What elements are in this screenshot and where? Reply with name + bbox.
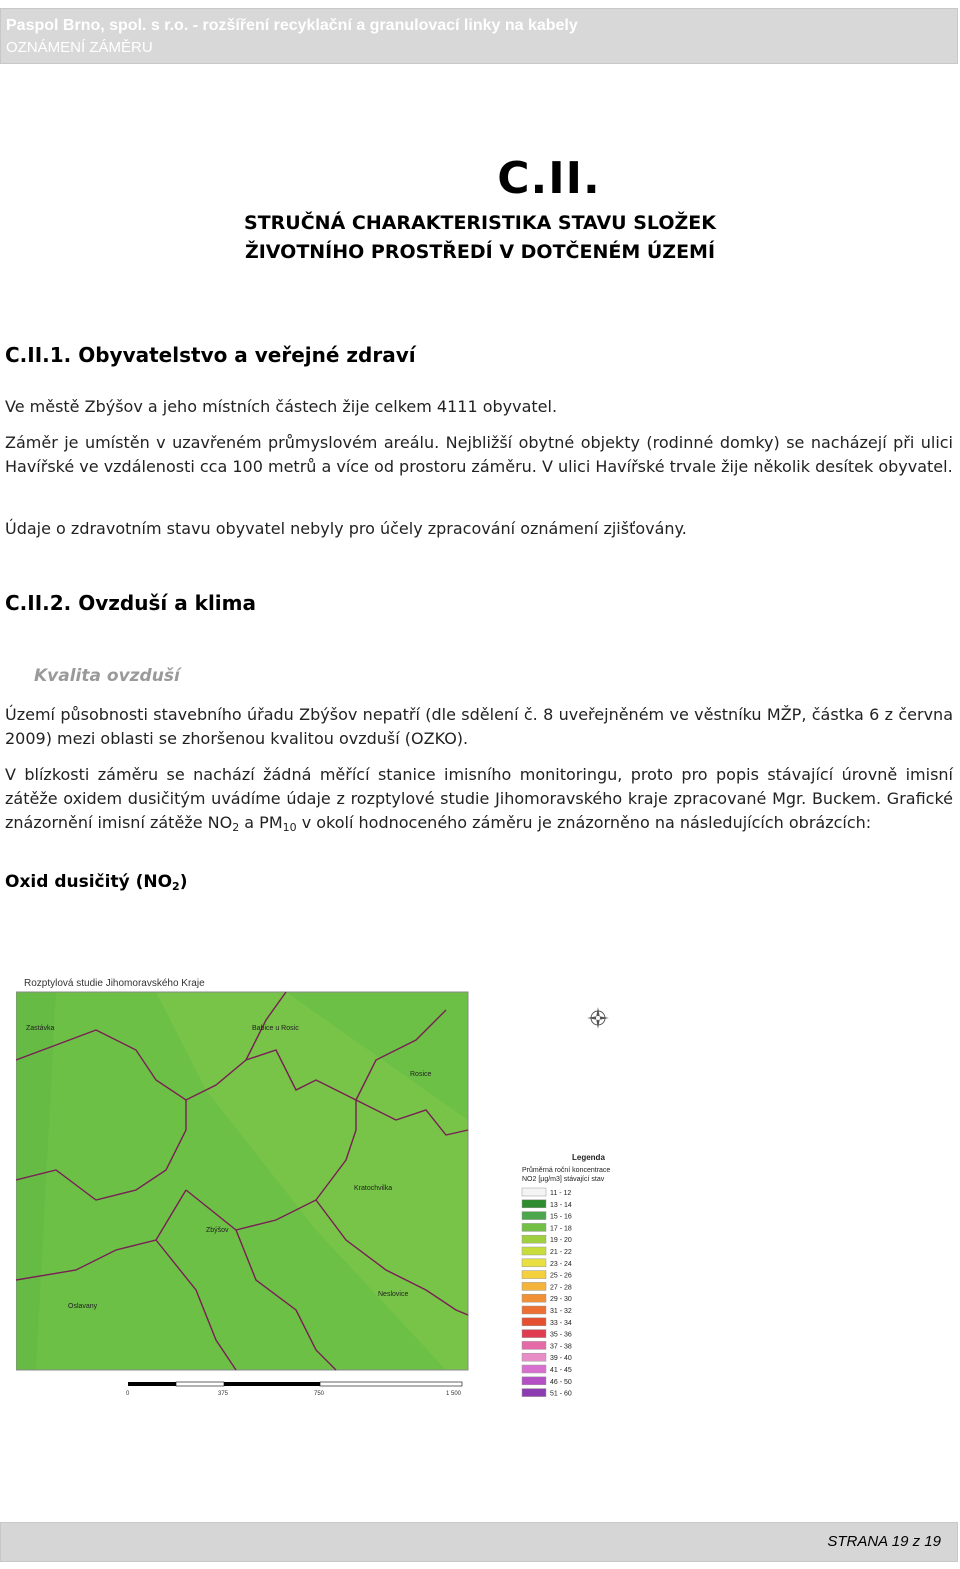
legend-label: 19 - 20 <box>550 1237 572 1245</box>
legend-label: 29 - 30 <box>550 1296 572 1304</box>
legend-label: 11 - 12 <box>550 1190 572 1197</box>
legend-label: 15 - 16 <box>550 1213 572 1221</box>
legend-label: 17 - 18 <box>550 1225 572 1233</box>
legend-swatch <box>522 1212 546 1220</box>
header-subtitle: OZNÁMENÍ ZÁMĚRU <box>6 39 153 56</box>
legend-label: 27 - 28 <box>550 1284 572 1292</box>
legend-label: 46 - 50 <box>550 1378 572 1386</box>
chapter-title-line1: STRUČNÁ CHARAKTERISTIKA STAVU SLOŽEK <box>244 212 716 234</box>
paragraph-monitoring: V blízkosti záměru se nachází žádná měřící stanice imisního monitoringu, proto pro popis stávající úrovně imisní zátěže oxidem dusičitým uvádíme údaje z rozptylové studie Jihomoravského kraje zpracované Mgr. Buckem. Grafické znázornění imisní zátěže $NO_2$ a $PM_{10}$ v okolí hodnoceného záměru je znázorněno na následujících obrázcích: <box>5 765 953 834</box>
town-label: Oslavany <box>68 1303 98 1310</box>
legend-swatch <box>522 1306 546 1314</box>
legend-label: 33 - 34 <box>550 1319 572 1327</box>
legend-swatch <box>522 1341 546 1349</box>
page-header <box>0 8 958 64</box>
town-label: Kratochvilka <box>354 1185 393 1192</box>
scale-label: 0 <box>126 1391 130 1397</box>
town-label: Rosice <box>410 1071 432 1078</box>
town-label: Zastávka <box>26 1025 55 1032</box>
legend-label: 41 - 45 <box>550 1367 572 1374</box>
legend-label: 31 - 32 <box>550 1308 572 1315</box>
legend-label: 25 - 26 <box>550 1272 572 1280</box>
legend-swatch <box>522 1330 546 1338</box>
scale-label: 750 <box>314 1391 325 1397</box>
legend-swatch <box>522 1188 546 1196</box>
legend-label: 51 - 60 <box>550 1390 572 1398</box>
chapter-title-line2: ŽIVOTNÍHO PROSTŘEDÍ V DOTČENÉM ÚZEMÍ <box>244 241 716 263</box>
legend-swatch <box>522 1223 546 1231</box>
legend-swatch <box>522 1200 546 1208</box>
legend-swatch <box>522 1259 546 1267</box>
legend-subtitle-2: NO2 [µg/m3] stávající stav <box>522 1176 605 1183</box>
paragraph-population: Ve městě Zbýšov a jeho místních částech žije celkem 4111 obyvatel. <box>5 397 558 416</box>
legend-label: 37 - 38 <box>550 1343 572 1351</box>
paragraph-location: Záměr je umístěn v uzavřeném průmyslovém areálu. Nejbližší obytné objekty (rodinné domky) se nacházejí při ulici Havířské ve vzdálenosti cca 100 metrů a více od prostoru záměru. V ulici Havířské trvale žije několik desítek obyvatel. <box>5 433 953 476</box>
section-heading-population: C.II.1. Obyvatelstvo a veřejné zdraví <box>5 343 416 367</box>
legend-subtitle-1: Průměrná roční koncentrace <box>522 1167 611 1174</box>
page-footer <box>0 1522 958 1562</box>
legend-swatch <box>522 1377 546 1385</box>
paragraph-ozko: Území působnosti stavebního úřadu Zbýšov nepatří (dle sdělení č. 8 uveřejněném ve věstníku MŽP, částka 6 z června 2009) mezi oblasti se zhoršenou kvalitou ovzduší (OZKO). <box>5 705 953 748</box>
town-label: Zbýšov <box>206 1227 229 1234</box>
legend-swatch <box>522 1235 546 1243</box>
legend-label: 39 - 40 <box>550 1355 572 1363</box>
scale-label: 1 500 <box>446 1391 462 1397</box>
page-number: STRANA 19 z 19 <box>827 1533 941 1550</box>
legend-label: 21 - 22 <box>550 1249 572 1256</box>
legend-swatch <box>522 1271 546 1279</box>
legend-title: Legenda <box>572 1153 605 1162</box>
paragraph-health: Údaje o zdravotním stavu obyvatel nebyly pro účely zpracování oznámení zjišťovány. <box>5 519 687 538</box>
legend-swatch <box>522 1389 546 1397</box>
scale-label: 375 <box>218 1391 229 1397</box>
map-title: Rozptylová studie Jihomoravského Kraje <box>24 978 205 989</box>
legend-label: 35 - 36 <box>550 1331 572 1339</box>
town-label: Neslovice <box>378 1291 409 1298</box>
town-label: Babice u Rosic <box>252 1025 299 1032</box>
legend-swatch <box>522 1282 546 1290</box>
chapter-number: C.II. <box>497 153 601 204</box>
legend-swatch <box>522 1365 546 1373</box>
legend-label: 13 - 14 <box>550 1201 572 1209</box>
legend-swatch <box>522 1294 546 1302</box>
dispersion-map <box>16 970 656 1400</box>
header-title: Paspol Brno, spol. s r.o. - rozšíření recyklační a granulovací linky na kabely <box>6 17 578 34</box>
section-heading-air: C.II.2. Ovzduší a klima <box>5 591 256 615</box>
legend-swatch <box>522 1247 546 1255</box>
legend-swatch <box>522 1318 546 1326</box>
legend-swatch <box>522 1353 546 1361</box>
figure-heading-no2: Oxid dusičitý $(NO_2)$ <box>5 872 188 893</box>
legend-label: 23 - 24 <box>550 1260 572 1268</box>
subheading-air-quality: Kvalita ovzduší <box>34 666 180 686</box>
